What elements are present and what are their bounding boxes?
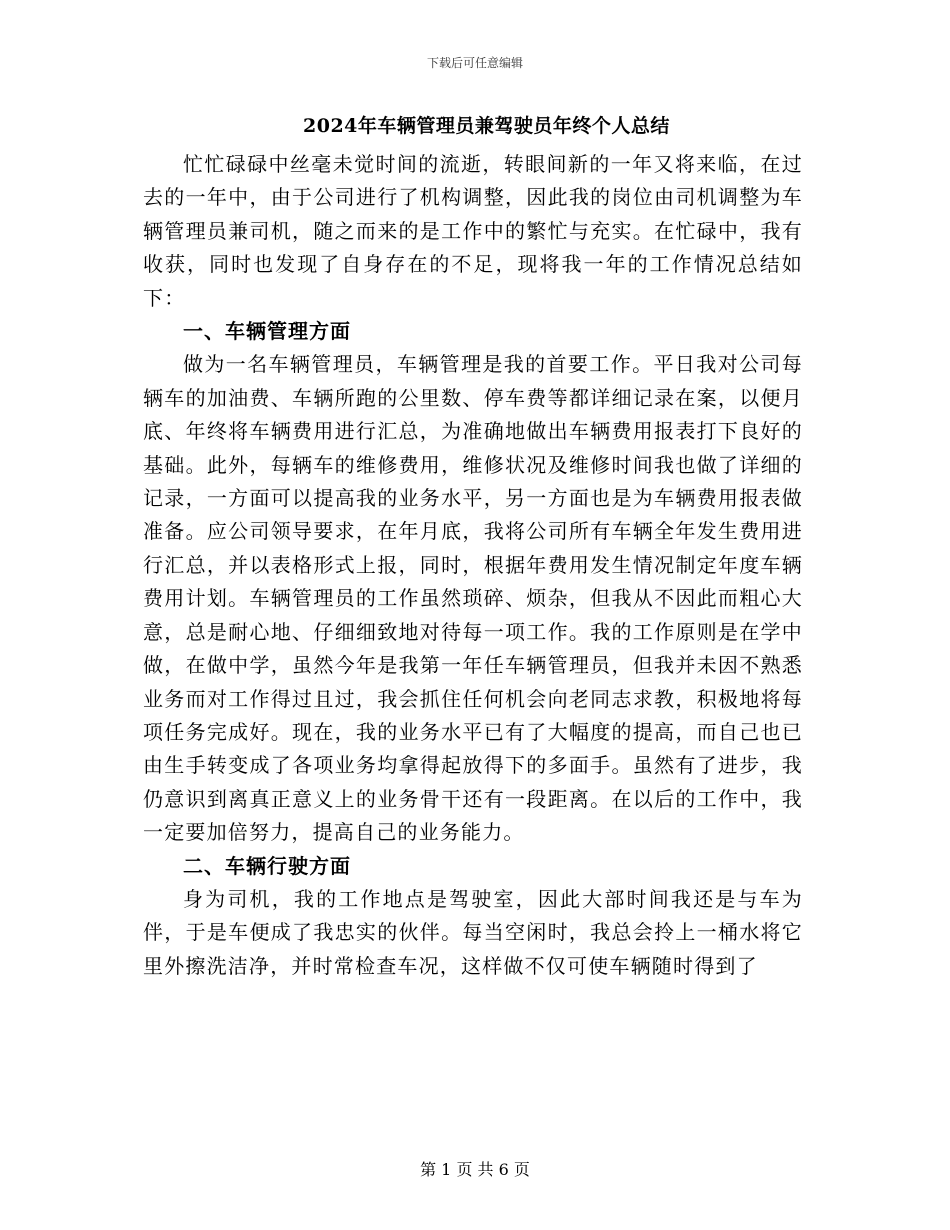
section-body-vehicle-management: 做为一名车辆管理员，车辆管理是我的首要工作。平日我对公司每辆车的加油费、车辆所跑的公里数、停车费等都详细记录在案，以便月底、年终将车辆费用进行汇总，为准确地做出车辆费用报表打下良好的基础。此外，每辆车的维修费用，维修状况及维修时间我也做了详细的记录，一方面可以提高我的业务水平，另一方面也是为车辆费用报表做准备。应公司领导要求，在年月底，我将公司所有车辆全年发生费用进行汇总，并以表格形式上报，同时，根据年费用发生情况制定年度车辆费用计划。车辆管理员的工作虽然琐碎、烦杂，但我从不因此而粗心大意，总是耐心地、仔细细致地对待每一项工作。我的工作原则是在学中做，在做中学，虽然今年是我第一年任车辆管理员，但我并未因不熟悉业务而对工作得过且过，我会抓住任何机会向老同志求教，积极地将每项任务完成好。现在，我的业务水平已有了大幅度的提高，而自己也已由生手转变成了各项业务均拿得起放得下的多面手。虽然有了进步，我仍意识到离真正意义上的业务骨干还有一段距离。在以后的工作中，我一定要加倍努力，提高自己的业务能力。 — [143, 352, 803, 845]
section-heading-vehicle-management: 一、车辆管理方面 — [183, 319, 351, 344]
section-body-vehicle-driving: 身为司机，我的工作地点是驾驶室，因此大部时间我还是与车为伴，于是车便成了我忠实的伙伴。每当空闲时，我总会拎上一桶水将它里外擦洗洁净，并时常检查车况，这样做不仅可使车辆随时得到了 — [143, 886, 803, 978]
header-note: 下载后可任意编辑 — [426, 56, 523, 70]
page-indicator: 第 1 页 共 6 页 — [420, 1160, 530, 1179]
section-heading-vehicle-driving: 二、车辆行驶方面 — [183, 853, 351, 878]
document-body — [143, 110, 803, 983]
intro-paragraph: 忙忙碌碌中丝毫未觉时间的流逝，转眼间新的一年又将来临，在过去的一年中，由于公司进行了机构调整，因此我的岗位由司机调整为车辆管理员兼司机，随之而来的是工作中的繁忙与充实。在忙碌中，我有收获，同时也发现了自身存在的不足，现将我一年的工作情况总结如下： — [143, 152, 803, 310]
document-title: 2024年车辆管理员兼驾驶员年终个人总结 — [303, 115, 670, 137]
